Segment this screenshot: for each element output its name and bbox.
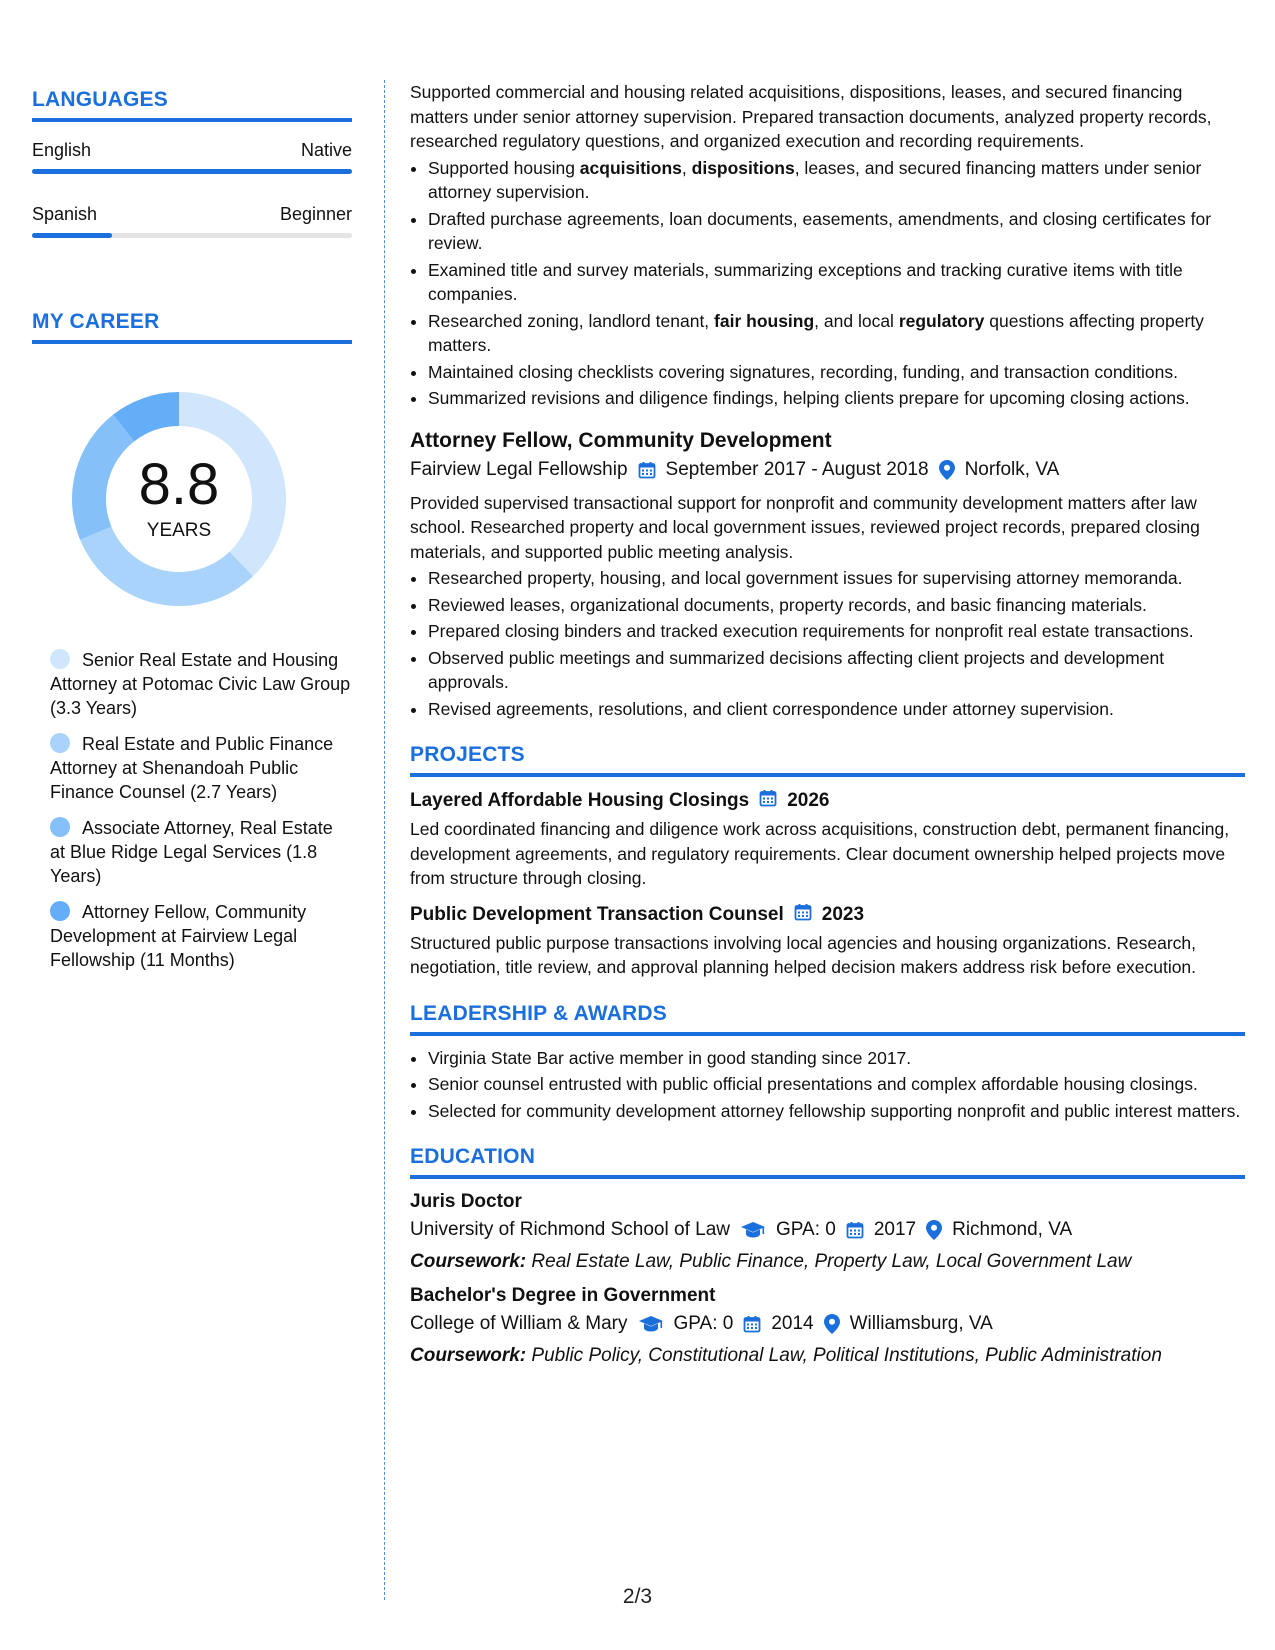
languages-list <box>32 140 352 238</box>
languages-rule <box>32 118 352 122</box>
project-title: Public Development Transaction Counsel <box>410 903 784 925</box>
intro-bullet-item: • Examined title and survey materials, summarizing exceptions and tracking curative items with title companies. <box>428 258 1245 307</box>
location-pin-icon <box>926 1220 942 1240</box>
project-description: Led coordinated financing and diligence work across acquisitions, construction debt, permanent financing, development agreements, and regulatory requirements. Clear document ownership helped projects move from structure through closing. <box>410 819 1230 888</box>
job-meta <box>410 459 1245 481</box>
sidebar <box>32 88 352 984</box>
coursework-list: Public Policy, Constitutional Law, Political Institutions, Public Administration <box>531 1345 1162 1366</box>
language-name: Spanish <box>32 204 98 224</box>
location-pin-icon <box>824 1314 840 1334</box>
education-heading: EDUCATION <box>410 1145 536 1168</box>
education-location: Richmond, VA <box>952 1219 1073 1240</box>
project-header <box>410 789 1245 813</box>
career-legend-label: Real Estate and Public Finance Attorney at Shenandoah Public Finance Counsel (2.7 Years) <box>50 734 334 802</box>
education-rule <box>410 1175 1245 1179</box>
job-bullet-item: • Observed public meetings and summarized decisions affecting client projects and development approvals. <box>428 646 1245 695</box>
leadership-item: • Selected for community development attorney fellowship supporting nonprofit and public interest matters. <box>428 1099 1245 1124</box>
coursework-list: Real Estate Law, Public Finance, Property Law, Local Government Law <box>531 1251 1132 1272</box>
legend-dot-icon <box>50 901 70 921</box>
language-row <box>32 140 352 161</box>
graduation-cap-icon <box>740 1221 766 1239</box>
projects-list <box>410 789 1245 980</box>
intro-bullet-item: • Supported housing acquisitions, dispositions, leases, and secured financing matters under senior attorney supervision. <box>428 156 1245 205</box>
education-year: 2014 <box>771 1313 814 1334</box>
job-company: Fairview Legal Fellowship <box>410 458 628 480</box>
education-school: University of Richmond School of Law <box>410 1219 730 1240</box>
education-year: 2017 <box>873 1219 917 1240</box>
language-level: Native <box>300 140 352 160</box>
language-level: Beginner <box>279 204 352 224</box>
education-gpa: GPA: 0 <box>673 1313 734 1334</box>
languages-heading: LANGUAGES <box>32 88 168 111</box>
coursework-label: Coursework: <box>410 1345 527 1366</box>
intro-bullet-item: • Maintained closing checklists covering signatures, recording, funding, and transaction conditions. <box>428 360 1245 385</box>
leadership-item: • Senior counsel entrusted with public official presentations and complex affordable housing closings. <box>428 1072 1245 1097</box>
intro-paragraph: Supported commercial and housing related acquisitions, dispositions, leases, and secured financing matters under senior attorney supervision. Prepared transaction documents, analyzed property records, researched regulatory questions, and organized execution and recording requirements. <box>410 82 1212 151</box>
language-proficiency-fill <box>32 169 352 174</box>
education-meta <box>410 1313 1245 1335</box>
bold-keyword: regulatory <box>898 310 985 331</box>
education-list <box>410 1191 1245 1367</box>
project-year: 2026 <box>787 790 830 811</box>
language-proficiency-bar <box>32 233 352 238</box>
bold-keyword: fair housing <box>714 310 815 331</box>
intro-bullet-item: • Drafted purchase agreements, loan documents, easements, amendments, and closing certificates for review. <box>428 207 1245 256</box>
legend-dot-icon <box>50 817 70 837</box>
project-year: 2023 <box>821 903 865 925</box>
calendar-icon <box>743 1315 761 1333</box>
leadership-rule <box>410 1032 1245 1036</box>
education-coursework <box>410 1251 1245 1273</box>
education-location: Williamsburg, VA <box>849 1313 993 1334</box>
main-content <box>410 80 1245 1379</box>
education-degree: Bachelor's Degree in Government <box>410 1285 716 1306</box>
calendar-icon <box>846 1221 864 1239</box>
job-bullets <box>410 566 1245 721</box>
graduation-cap-icon <box>638 1315 664 1333</box>
job-title: Attorney Fellow, Community Development <box>410 428 832 452</box>
career-legend-item <box>50 900 352 972</box>
intro-bullet-item: • Researched zoning, landlord tenant, fair housing, and local regulatory questions affecting property matters. <box>428 309 1245 358</box>
education-school: College of William & Mary <box>410 1313 628 1334</box>
leadership-item: • Virginia State Bar active member in good standing since 2017. <box>428 1046 1245 1071</box>
language-name: English <box>32 140 92 160</box>
job-location: Norfolk, VA <box>964 458 1060 480</box>
legend-dot-icon <box>50 733 70 753</box>
education-coursework <box>410 1345 1245 1367</box>
location-pin-icon <box>939 460 955 480</box>
calendar-icon <box>638 461 656 479</box>
job-bullet-item: • Reviewed leases, organizational documents, property records, and basic financing materials. <box>428 593 1245 618</box>
project-title: Layered Affordable Housing Closings <box>410 790 750 811</box>
job-bullet-item: • Revised agreements, resolutions, and client correspondence under attorney supervision. <box>428 697 1245 722</box>
bold-keyword: dispositions <box>691 157 795 178</box>
intro-bullet-item: • Summarized revisions and diligence findings, helping clients prepare for upcoming closing actions. <box>428 386 1245 411</box>
page-number: 2/3 <box>622 1585 653 1608</box>
legend-dot-icon <box>50 649 70 669</box>
education-degree: Juris Doctor <box>410 1191 522 1212</box>
column-divider <box>384 80 385 1600</box>
career-years-value: 8.8 <box>138 452 220 517</box>
calendar-icon <box>794 903 812 927</box>
career-legend-label: Attorney Fellow, Community Development at Fairview Legal Fellowship (11 Months) <box>50 902 307 970</box>
job-bullet-item: • Researched property, housing, and local government issues for supervising attorney memoranda. <box>428 566 1245 591</box>
job-bullet-item: • Prepared closing binders and tracked execution requirements for nonprofit real estate transactions. <box>428 619 1245 644</box>
project-description: Structured public purpose transactions involving local agencies and housing organizations. Research, negotiation, title review, and approval planning helped decision makers address risk before execution. <box>410 932 1197 977</box>
project-header <box>410 903 1245 927</box>
language-proficiency-fill <box>32 233 112 238</box>
career-legend-label: Associate Attorney, Real Estate at Blue Ridge Legal Services (1.8 Years) <box>50 818 333 886</box>
leadership-heading: LEADERSHIP & AWARDS <box>410 1001 667 1025</box>
education-gpa: GPA: 0 <box>775 1219 836 1240</box>
bold-keyword: acquisitions <box>579 157 682 178</box>
career-legend-label: Senior Real Estate and Housing Attorney at Potomac Civic Law Group (3.3 Years) <box>50 650 351 718</box>
leadership-list <box>410 1046 1245 1124</box>
career-years-unit: YEARS <box>146 520 212 541</box>
education-meta <box>410 1219 1245 1241</box>
job-summary: Provided supervised transactional support for nonprofit and community development matters after law school. Researched property and local government issues, reviewed project records, prepared closing materials, and supported public meeting analysis. <box>410 492 1200 562</box>
career-legend-item <box>50 732 352 804</box>
intro-bullets <box>410 156 1245 411</box>
calendar-icon <box>759 789 777 813</box>
coursework-label: Coursework: <box>410 1251 527 1272</box>
career-legend-item <box>50 648 352 720</box>
projects-rule <box>410 773 1245 777</box>
career-heading: MY CAREER <box>32 310 160 333</box>
career-legend <box>50 648 352 972</box>
career-rule <box>32 340 352 344</box>
projects-heading: PROJECTS <box>410 743 525 766</box>
language-row <box>32 204 352 225</box>
career-donut-chart <box>64 384 294 614</box>
job-dates: September 2017 - August 2018 <box>665 458 929 480</box>
language-proficiency-bar <box>32 169 352 174</box>
career-legend-item <box>50 816 352 888</box>
